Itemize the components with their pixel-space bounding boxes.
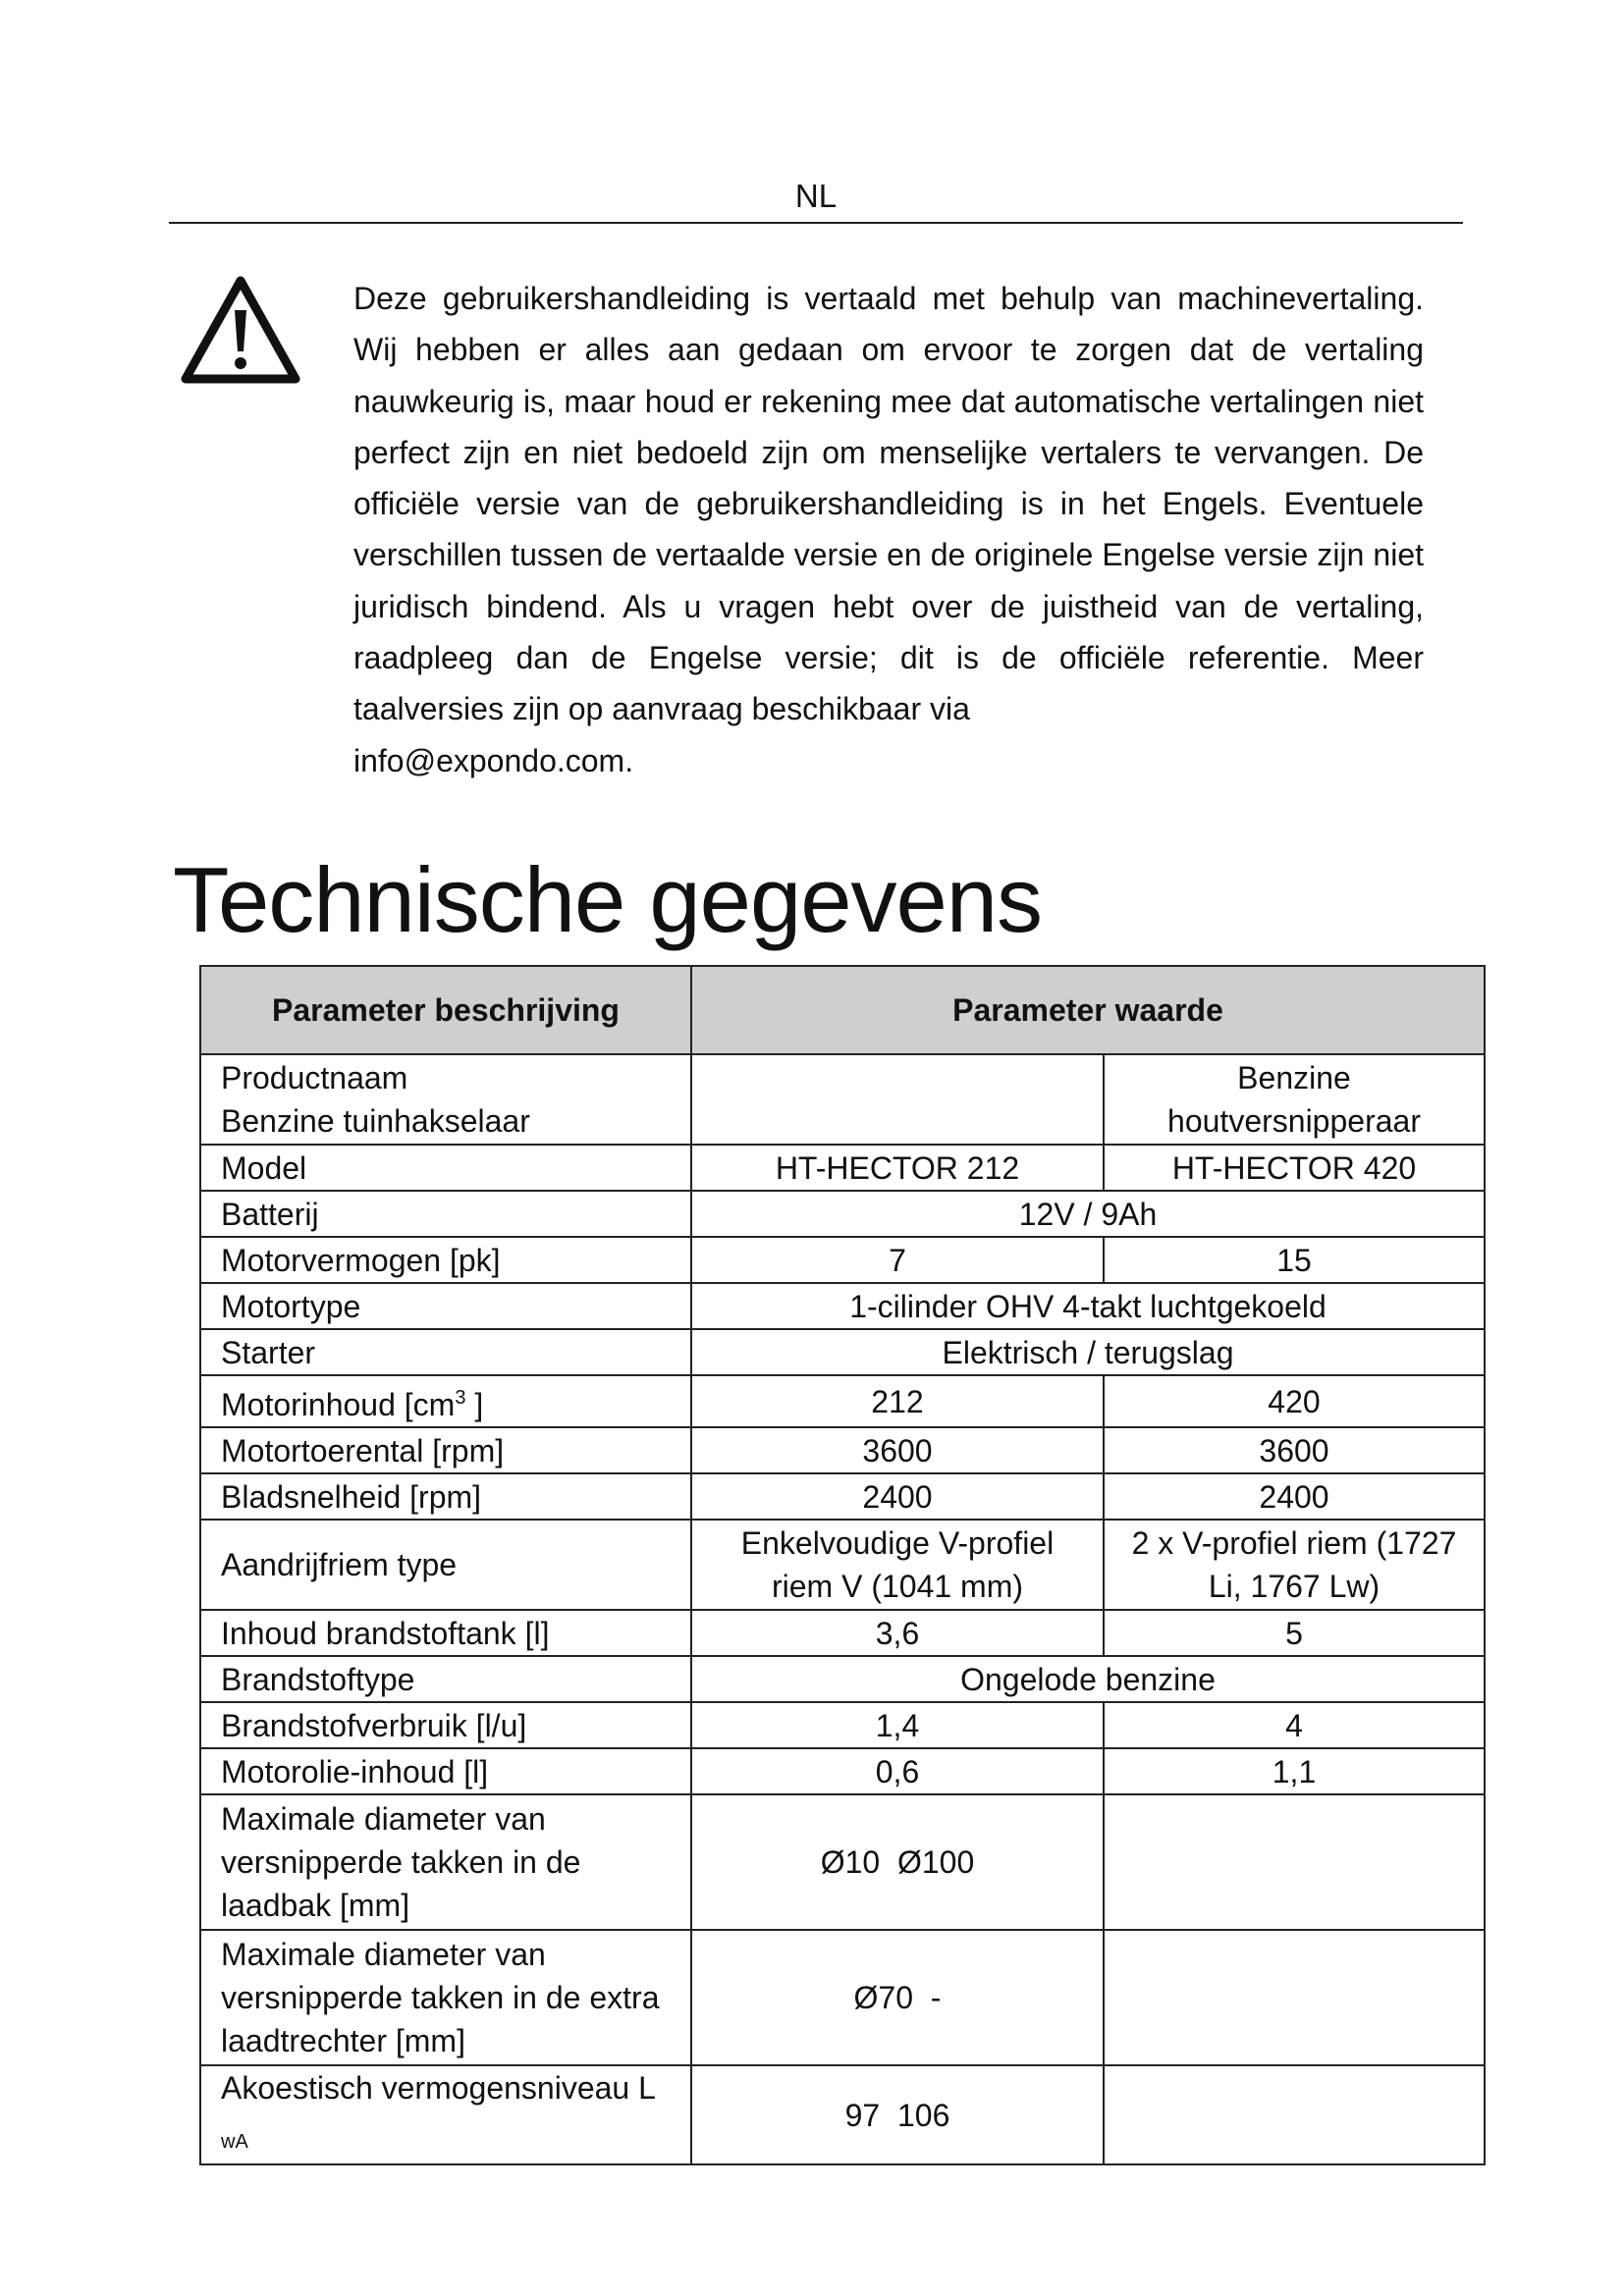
value-2: 4 bbox=[1104, 1702, 1485, 1748]
table-row bbox=[200, 1610, 1485, 1656]
table-row bbox=[200, 1930, 1485, 2065]
row-label: Model bbox=[200, 1145, 691, 1191]
table-row bbox=[200, 1191, 1485, 1237]
row-label: Batterij bbox=[200, 1191, 691, 1237]
value-2: HT-HECTOR 420 bbox=[1104, 1145, 1485, 1191]
warning-triangle-icon bbox=[180, 275, 301, 385]
value-1: 212 bbox=[691, 1375, 1104, 1427]
row-label: Motorolie-inhoud [l] bbox=[200, 1748, 691, 1794]
value-2: 5 bbox=[1104, 1610, 1485, 1656]
spec-table bbox=[199, 965, 1486, 2165]
value-1: Ø70 - bbox=[691, 1930, 1104, 2065]
value-2: 2 x V-profiel riem (1727 Li, 1767 Lw) bbox=[1104, 1520, 1485, 1610]
row-label: Maximale diameter van versnipperde takken in de laadbak [mm] bbox=[200, 1794, 691, 1930]
table-row bbox=[200, 1748, 1485, 1794]
label-text-end: ] bbox=[465, 1387, 484, 1422]
label-text: Akoestisch vermogensniveau L bbox=[221, 2070, 655, 2106]
value-1: HT-HECTOR 212 bbox=[691, 1145, 1104, 1191]
value-1: 2400 bbox=[691, 1473, 1104, 1520]
product-name-1: Benzine tuinhakselaar bbox=[221, 1103, 530, 1139]
table-row bbox=[200, 1656, 1485, 1702]
section-title: Technische gegevens bbox=[173, 848, 1043, 951]
product-cell bbox=[200, 1054, 691, 1145]
row-label: Inhoud brandstoftank [l] bbox=[200, 1610, 691, 1656]
value-1: 0,6 bbox=[691, 1748, 1104, 1794]
table-row bbox=[200, 1054, 1485, 1145]
table-row bbox=[200, 1375, 1485, 1427]
notice-text: Deze gebruikershandleiding is vertaald met behulp van machinevertaling. Wij hebben er alles aan gedaan om ervoor te zorgen dat de vertaling nauwkeurig is, maar houd er rekening mee dat automatische vertalingen niet perfect zijn en niet bedoeld zijn om menselijke vertalers te vervangen. De officiële versie van de gebruikershandleiding is in het Engels. Eventuele verschillen tussen de vertaalde versie en de originele Engelse versie zijn niet juridisch bindend. Als u vragen hebt over de juistheid van de vertaling, raadpleeg dan de Engelse versie; dit is de officiële referentie. Meer taalversies zijn op aanvraag beschikbaar via bbox=[353, 281, 1424, 727]
row-label: Maximale diameter van versnipperde takken in de extra laadtrechter [mm] bbox=[200, 1930, 691, 2065]
value-1: 7 bbox=[691, 1237, 1104, 1283]
value-2: 2400 bbox=[1104, 1473, 1485, 1520]
header-param-description: Parameter beschrijving bbox=[200, 966, 691, 1054]
value-1: 3,6 bbox=[691, 1610, 1104, 1656]
table-row bbox=[200, 1520, 1485, 1610]
empty-cell bbox=[691, 1054, 1104, 1145]
header-param-value: Parameter waarde bbox=[691, 966, 1485, 1054]
table-row bbox=[200, 1329, 1485, 1375]
value-2 bbox=[1104, 1794, 1485, 1930]
row-label: Productnaam bbox=[221, 1060, 408, 1095]
table-row bbox=[200, 1283, 1485, 1329]
notice-email: info@expondo.com. bbox=[353, 742, 634, 778]
value-both: Ongelode benzine bbox=[691, 1656, 1485, 1702]
row-label: Starter bbox=[200, 1329, 691, 1375]
table-row bbox=[200, 1145, 1485, 1191]
row-label bbox=[200, 1375, 691, 1427]
table-row bbox=[200, 1702, 1485, 1748]
row-label: Brandstoftype bbox=[200, 1656, 691, 1702]
label-subscript: wA bbox=[221, 2131, 248, 2153]
value-1: Enkelvoudige V-profiel riem V (1041 mm) bbox=[691, 1520, 1104, 1610]
row-label: Motorvermogen [pk] bbox=[200, 1237, 691, 1283]
value-2: 420 bbox=[1104, 1375, 1485, 1427]
row-label: Brandstofverbruik [l/u] bbox=[200, 1702, 691, 1748]
translation-notice bbox=[353, 273, 1424, 786]
row-label: Bladsnelheid [rpm] bbox=[200, 1473, 691, 1520]
value-1: 1,4 bbox=[691, 1702, 1104, 1748]
table-row bbox=[200, 1427, 1485, 1473]
value-2 bbox=[1104, 1930, 1485, 2065]
value-both: 12V / 9Ah bbox=[691, 1191, 1485, 1237]
language-header: NL bbox=[794, 178, 838, 214]
label-text: Motorinhoud [cm bbox=[221, 1387, 456, 1422]
value-2: 15 bbox=[1104, 1237, 1485, 1283]
value-2 bbox=[1104, 2065, 1485, 2164]
table-header-row bbox=[200, 966, 1485, 1054]
value-both: 1-cilinder OHV 4-takt luchtgekoeld bbox=[691, 1283, 1485, 1329]
value-both: Elektrisch / terugslag bbox=[691, 1329, 1485, 1375]
value-1: 3600 bbox=[691, 1427, 1104, 1473]
table-row bbox=[200, 1237, 1485, 1283]
row-label bbox=[200, 2065, 691, 2164]
value-2: 3600 bbox=[1104, 1427, 1485, 1473]
row-label: Motortype bbox=[200, 1283, 691, 1329]
table-row bbox=[200, 2065, 1485, 2164]
product-name-2: Benzine houtversnipperaar bbox=[1104, 1054, 1485, 1145]
table-row bbox=[200, 1473, 1485, 1520]
value-2: 1,1 bbox=[1104, 1748, 1485, 1794]
label-superscript: 3 bbox=[455, 1387, 466, 1409]
value-1: Ø10 Ø100 bbox=[691, 1794, 1104, 1930]
row-label: Motortoerental [rpm] bbox=[200, 1427, 691, 1473]
table-row bbox=[200, 1794, 1485, 1930]
value-1: 97 106 bbox=[691, 2065, 1104, 2164]
row-label: Aandrijfriem type bbox=[200, 1520, 691, 1610]
header-divider bbox=[169, 222, 1463, 224]
